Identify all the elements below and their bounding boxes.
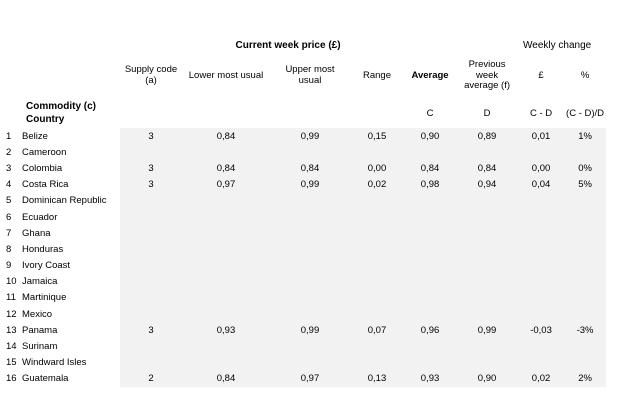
letter-cell-change-pct [564,98,606,128]
row-previous-average [456,225,518,241]
group-header-weekly-change-label: Weekly change [523,39,592,51]
row-lower-most-usual [182,209,270,225]
row-upper-most-usual: 0,84 [270,160,350,176]
row-upper-most-usual [270,193,350,209]
row-index: 2 [6,146,12,158]
spacer-cell-name [22,54,120,98]
row-supply-code [120,306,182,322]
row-change-pct [564,258,606,274]
row-previous-average: 0,84 [456,160,518,176]
row-previous-average [456,193,518,209]
commodity-header-label: Commodity (c) [26,101,96,112]
col-header-prev-line1: Previous [468,58,506,70]
row-upper-most-usual: 0,99 [270,177,350,193]
col-header-change-gbp [518,54,564,98]
row-previous-average [456,306,518,322]
row-average [404,338,456,354]
table-row[interactable] [6,193,606,209]
row-range: 0,13 [350,371,404,387]
row-country: Surinam [22,341,58,353]
row-change-pct: 2% [564,371,606,387]
row-change-gbp: 0,00 [518,160,564,176]
col-header-supply-code [120,54,182,98]
spacer-cell [22,36,120,54]
row-upper-most-usual: 0,97 [270,371,350,387]
table-row[interactable] [6,274,606,290]
row-lower-most-usual [182,258,270,274]
row-range: 0,02 [350,177,404,193]
table-row[interactable] [6,225,606,241]
letter-cell-empty-range [350,98,404,128]
col-header-prev-line3: average (f) [464,80,511,92]
table-row[interactable] [6,322,606,338]
row-previous-average [456,290,518,306]
row-country: Costa Rica [22,179,69,191]
row-supply-code [120,241,182,257]
letter-cell-average [404,98,456,128]
row-previous-average: 0,90 [456,371,518,387]
letter-cell-empty-lower [182,98,270,128]
row-upper-most-usual [270,306,350,322]
row-lower-most-usual [182,355,270,371]
row-supply-code [120,338,182,354]
row-change-pct: 0% [564,160,606,176]
row-upper-most-usual [270,355,350,371]
row-change-pct [564,274,606,290]
row-change-gbp [518,306,564,322]
group-header-current-week-price-label: Current week price (£) [235,39,341,51]
row-change-pct: 1% [564,128,606,144]
row-previous-average [456,338,518,354]
row-lower-most-usual [182,193,270,209]
row-change-pct: 5% [564,177,606,193]
row-range [350,274,404,290]
row-upper-most-usual [270,241,350,257]
row-country: Ivory Coast [22,260,71,272]
row-upper-most-usual [270,338,350,354]
row-change-gbp [518,209,564,225]
row-lower-most-usual: 0,97 [182,177,270,193]
column-header-row [6,54,606,98]
row-country: Ecuador [22,211,58,223]
row-lower-most-usual: 0,93 [182,322,270,338]
row-index: 1 [6,130,12,142]
row-change-gbp [518,338,564,354]
col-header-average [404,54,456,98]
row-supply-code: 2 [120,371,182,387]
row-index: 6 [6,211,12,223]
row-range [350,290,404,306]
row-change-pct [564,355,606,371]
row-change-gbp: -0,03 [518,322,564,338]
row-change-pct [564,241,606,257]
row-average [404,241,456,257]
row-index: 13 [6,324,17,336]
row-average: 0,93 [404,371,456,387]
col-header-lower-most-usual-label: Lower most usual [188,69,264,81]
row-range: 0,07 [350,322,404,338]
row-lower-most-usual [182,225,270,241]
row-previous-average: 0,99 [456,322,518,338]
col-header-previous-week-average [456,54,518,98]
group-header-spacer-prev [456,36,518,54]
row-change-gbp [518,225,564,241]
row-change-pct [564,193,606,209]
row-change-pct [564,144,606,160]
banana-price-table [6,36,606,387]
letter-change-pct-label: (C - D)/D [566,107,605,119]
table-row[interactable] [6,144,606,160]
row-previous-average: 0,89 [456,128,518,144]
row-change-pct: -3% [564,322,606,338]
row-range: 0,00 [350,160,404,176]
row-upper-most-usual: 0,99 [270,128,350,144]
row-range [350,225,404,241]
row-lower-most-usual [182,241,270,257]
row-change-gbp [518,290,564,306]
row-change-gbp: 0,04 [518,177,564,193]
row-index: 8 [6,243,12,255]
row-lower-most-usual: 0,84 [182,371,270,387]
row-change-gbp [518,258,564,274]
row-supply-code: 3 [120,160,182,176]
row-country: Jamaica [22,276,58,288]
row-range [350,338,404,354]
row-range [350,144,404,160]
row-previous-average [456,274,518,290]
row-index: 3 [6,162,12,174]
row-average [404,209,456,225]
row-supply-code: 3 [120,177,182,193]
row-lower-most-usual: 0,84 [182,128,270,144]
row-upper-most-usual [270,144,350,160]
group-header-current-week-price [120,36,456,54]
row-change-pct [564,290,606,306]
row-supply-code [120,274,182,290]
row-index: 7 [6,227,12,239]
row-supply-code [120,258,182,274]
commodity-country-header [22,98,120,128]
row-index: 9 [6,260,12,272]
row-supply-code: 3 [120,128,182,144]
row-index: 15 [6,357,17,369]
letter-cell-empty-code [120,98,182,128]
row-index: 10 [6,276,17,288]
row-lower-most-usual [182,274,270,290]
row-average [404,274,456,290]
table-row[interactable] [6,371,606,387]
col-header-change-pct-label: % [580,69,590,81]
col-header-upper-most-usual-line1: Upper most [285,64,335,76]
letter-cell-empty-upper [270,98,350,128]
row-country: Martinique [22,292,67,304]
row-previous-average [456,209,518,225]
row-average: 0,90 [404,128,456,144]
row-country: Panama [22,324,58,336]
row-upper-most-usual [270,225,350,241]
row-supply-code: 3 [120,322,182,338]
table-row[interactable] [6,209,606,225]
row-average [404,144,456,160]
row-previous-average: 0,94 [456,177,518,193]
row-average [404,290,456,306]
col-header-supply-code-line2: (a) [145,75,157,86]
row-range [350,193,404,209]
table-row[interactable] [6,241,606,257]
row-country: Dominican Republic [22,195,107,207]
table-row[interactable] [6,128,606,144]
letter-previous-label: D [483,107,491,119]
row-index: 4 [6,179,12,191]
row-change-pct [564,209,606,225]
col-header-average-label: Average [411,69,449,81]
row-range [350,241,404,257]
row-index: 11 [6,292,16,304]
table-row[interactable] [6,355,606,371]
letter-average-label: C [426,107,434,119]
row-change-gbp [518,144,564,160]
col-header-prev-line2: week [475,69,499,81]
row-average [404,306,456,322]
row-previous-average [456,144,518,160]
row-average [404,258,456,274]
row-average [404,193,456,209]
row-country: Mexico [22,308,53,320]
row-average: 0,96 [404,322,456,338]
spacer-cell [6,36,22,54]
row-country: Belize [22,130,48,142]
row-change-gbp [518,355,564,371]
row-index: 12 [6,308,17,320]
row-range [350,209,404,225]
row-supply-code [120,355,182,371]
row-index: 14 [6,341,17,353]
spacer-cell [6,54,22,98]
row-country: Colombia [22,162,63,174]
col-header-range-label: Range [363,69,391,81]
row-supply-code [120,209,182,225]
row-lower-most-usual: 0,84 [182,160,270,176]
row-upper-most-usual [270,290,350,306]
row-lower-most-usual [182,144,270,160]
table-row[interactable] [6,306,606,322]
table-row[interactable] [6,258,606,274]
row-change-gbp [518,193,564,209]
table-row[interactable] [6,290,606,306]
row-country: Honduras [22,243,64,255]
row-range [350,355,404,371]
col-header-supply-code-line1: Supply code [124,64,178,76]
letter-change-gbp-label: C - D [529,107,553,119]
col-header-upper-most-usual [270,54,350,98]
row-supply-code [120,193,182,209]
row-change-gbp: 0,02 [518,371,564,387]
row-average: 0,84 [404,160,456,176]
table-row[interactable] [6,177,606,193]
row-upper-most-usual [270,274,350,290]
row-lower-most-usual [182,306,270,322]
col-header-range [350,54,404,98]
row-previous-average [456,355,518,371]
table-row[interactable] [6,160,606,176]
table-row[interactable] [6,338,606,354]
row-country: Cameroon [22,146,67,158]
row-change-gbp [518,241,564,257]
col-header-change-gbp-label: £ [538,69,544,81]
letter-cell-previous [456,98,518,128]
row-lower-most-usual [182,290,270,306]
row-change-pct [564,306,606,322]
col-header-upper-most-usual-line2: usual [298,75,322,86]
row-lower-most-usual [182,338,270,354]
row-supply-code [120,225,182,241]
row-range [350,258,404,274]
row-upper-most-usual [270,209,350,225]
commodity-header-row [6,98,606,128]
row-index: 16 [6,373,17,385]
row-country: Windward Isles [22,357,87,369]
row-change-pct [564,338,606,354]
row-change-gbp [518,274,564,290]
row-change-gbp: 0,01 [518,128,564,144]
row-previous-average [456,258,518,274]
letter-cell-change-gbp [518,98,564,128]
row-country: Guatemala [22,373,69,385]
group-header-row [6,36,606,54]
col-header-change-pct [564,54,606,98]
row-upper-most-usual [270,258,350,274]
row-average: 0,98 [404,177,456,193]
row-supply-code [120,290,182,306]
row-previous-average [456,241,518,257]
row-range: 0,15 [350,128,404,144]
spacer-cell [6,98,22,128]
country-header-label: Country [26,114,65,125]
row-average [404,355,456,371]
group-header-weekly-change [518,36,606,54]
row-change-pct [564,225,606,241]
row-range [350,306,404,322]
row-country: Ghana [22,227,51,239]
col-header-lower-most-usual [182,54,270,98]
row-index: 5 [6,195,12,207]
row-supply-code [120,144,182,160]
row-upper-most-usual: 0,99 [270,322,350,338]
row-average [404,225,456,241]
